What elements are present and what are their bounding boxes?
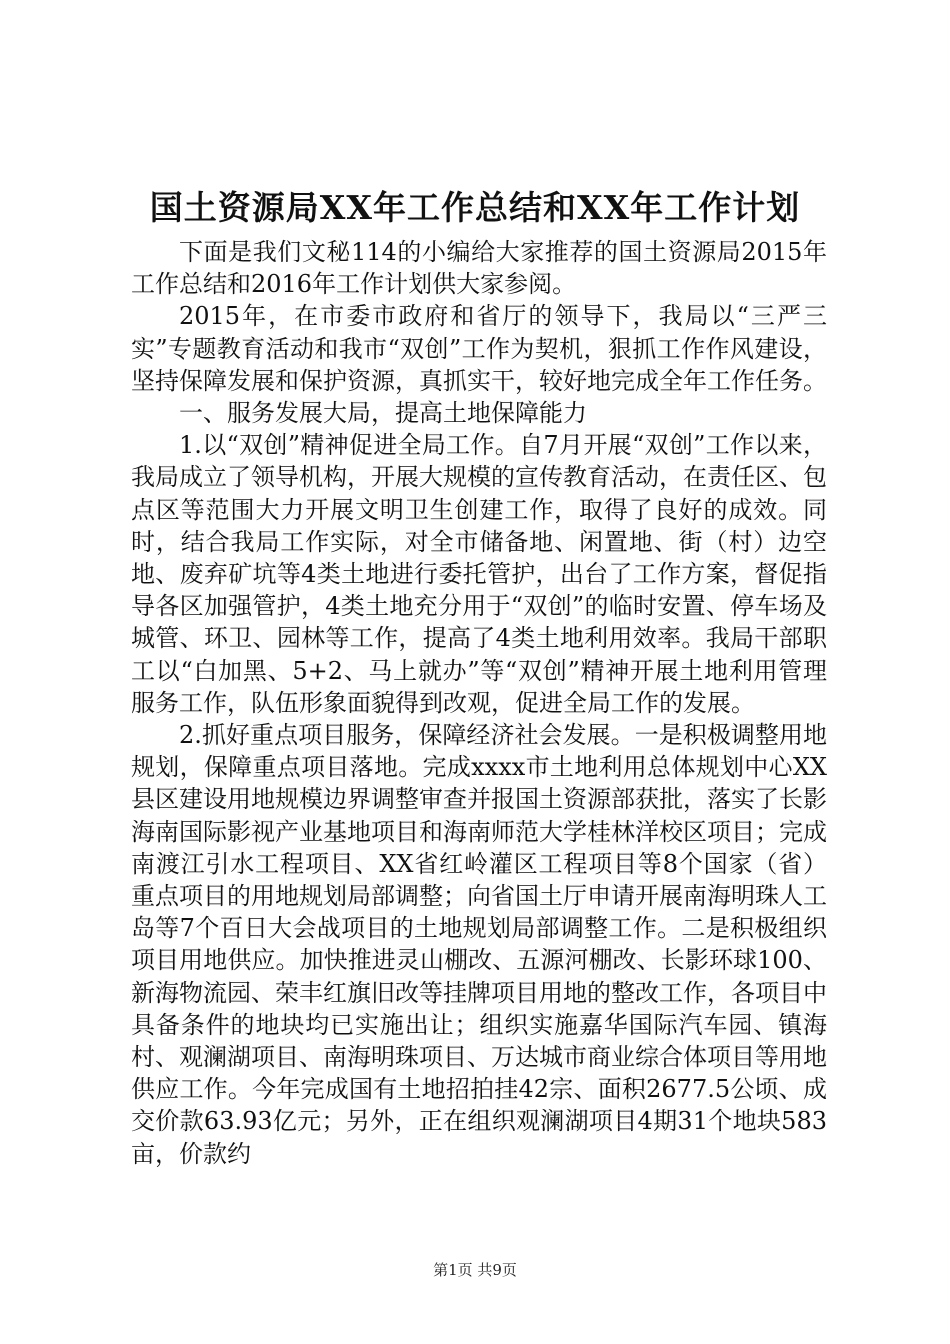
item-2-paragraph: 2.抓好重点项目服务，保障经济社会发展。一是积极调整用地规划，保障重点项目落地。完成xxxx市土地利用总体规划中心XX县区建设用地规模边界调整审查并报国土资源部获批，落实了长影海南国际影视产业基地项目和海南师范大学桂林洋校区项目；完成南渡江引水工程项目、XX省红岭灌区工程项目等8个国家（省）重点项目的用地规划局部调整；向省国土厅申请开展南海明珠人工岛等7个百日大会战项目的土地规划局部调整工作。二是积极组织项目用地供应。加快推进灵山棚改、五源河棚改、长影环球100、新海物流园、荣丰红旗旧改等挂牌项目用地的整改工作，各项目中具备条件的地块均已实施出让；组织实施嘉华国际汽车园、镇海村、观澜湖项目、南海明珠项目、万达城市商业综合体项目等用地供应工作。今年完成国有土地招拍挂42宗、面积2677.5公顷、成交价款63.93亿元；另外，正在组织观澜湖项目4期31个地块583亩，价款约 — [131, 721, 827, 1168]
item-1-paragraph: 1.以“双创”精神促进全局工作。自7月开展“双创”工作以来，我局成立了领导机构，开展大规模的宣传教育活动，在责任区、包点区等范围大力开展文明卫生创建工作，取得了良好的成效。同时，结合我局工作实际，对全市储备地、闲置地、街（村）边空地、废弃矿坑等4类土地进行委托管护，出台了工作方案，督促指导各区加强管护，4类土地充分用于“双创”的临时安置、停车场及城管、环卫、园林等工作，提高了4类土地利用效率。我局干部职工以“白加黑、5+2、马上就办”等“双创”精神开展土地利用管理服务工作，队伍形象面貌得到改观，促进全局工作的发展。 — [131, 431, 827, 717]
page-footer: 第1页 共9页 — [433, 1261, 517, 1279]
document-title: 国土资源局XX年工作总结和XX年工作计划 — [149, 188, 801, 227]
document-body — [131, 236, 827, 1170]
section-heading: 一、服务发展大局，提高土地保障能力 — [179, 399, 587, 428]
intro-paragraph: 下面是我们文秘114的小编给大家推荐的国土资源局2015年工作总结和2016年工作计划供大家参阅。 — [131, 238, 827, 299]
summary-paragraph: 2015年，在市委市政府和省厅的领导下，我局以“三严三实”专题教育活动和我市“双创”工作为契机，狠抓工作作风建设，坚持保障发展和保护资源，真抓实干，较好地完成全年工作任务。 — [131, 302, 827, 395]
